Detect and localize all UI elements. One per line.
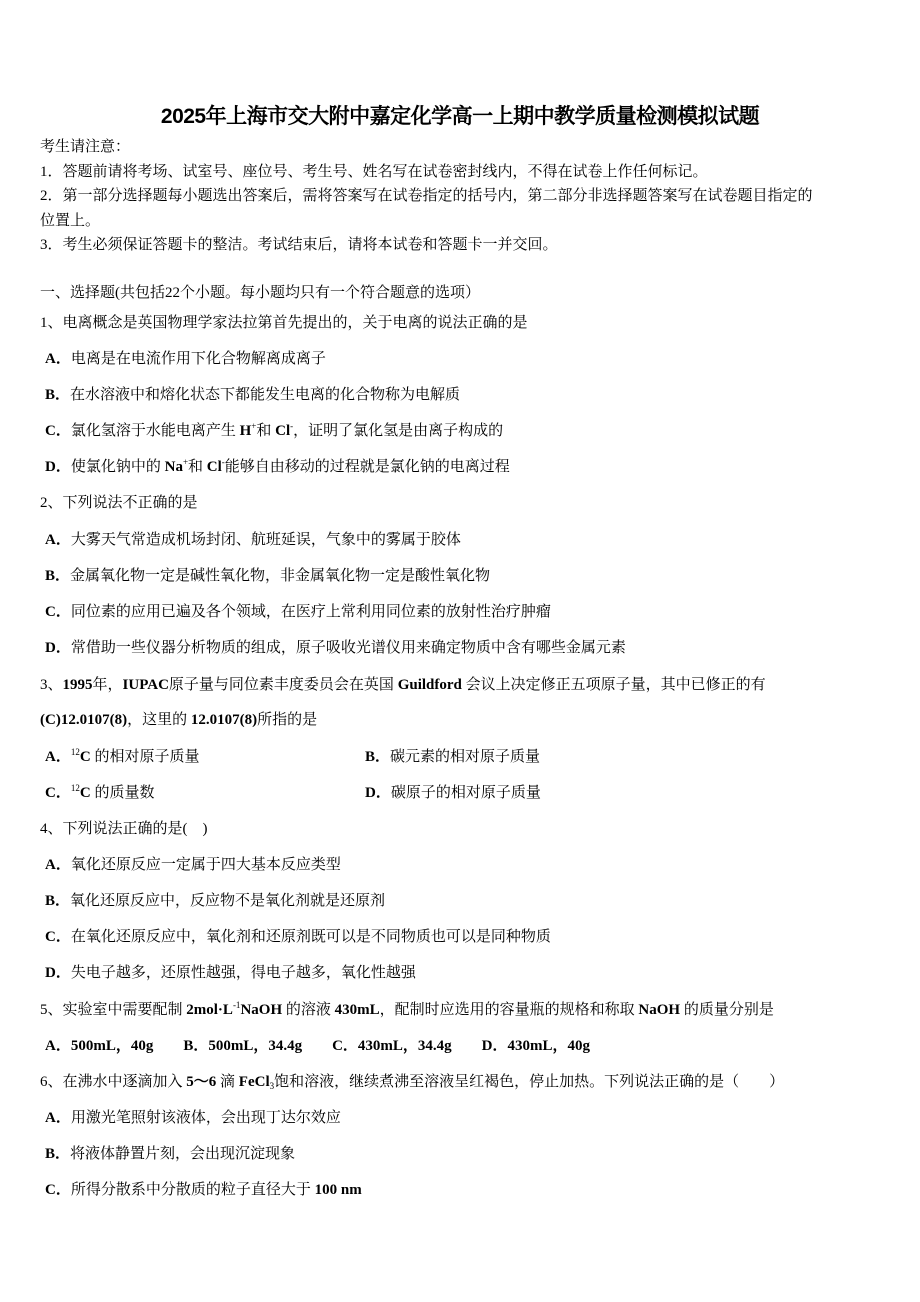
superscript: - xyxy=(290,421,294,431)
question-stem xyxy=(40,1000,774,1020)
answer-option xyxy=(365,747,540,767)
text-segment: D． xyxy=(45,965,71,981)
text-segment: D． xyxy=(45,459,71,475)
answer-option xyxy=(45,1180,362,1200)
answer-option xyxy=(45,1144,295,1164)
answer-option xyxy=(45,602,551,622)
instruction-line xyxy=(40,162,708,182)
text-segment: NaOH xyxy=(240,1002,283,1018)
text-segment: B． xyxy=(365,749,391,765)
text-segment: 的溶液 xyxy=(282,1002,335,1018)
answer-option xyxy=(45,1036,590,1056)
text-segment: 将液体静置片刻，会出现沉淀现象 xyxy=(70,1146,296,1162)
text-segment: 原子量与同位素丰度委员会在英国 xyxy=(168,677,398,693)
text-segment: (C)12.0107(8) xyxy=(40,712,128,728)
question-stem xyxy=(40,1072,784,1092)
text-segment: B． xyxy=(45,1146,71,1162)
text-segment: 2、下列说法不正确的是 xyxy=(40,495,198,511)
text-segment: 氯化氢溶于水能电离产生 xyxy=(70,423,240,439)
text-segment: 100 nm xyxy=(314,1182,362,1198)
text-segment: A．500mL，40g B．500mL，34.4g C．430mL，34.4g D．430mL，40g xyxy=(45,1038,591,1054)
text-segment: C． xyxy=(45,423,71,439)
answer-option xyxy=(45,747,199,767)
text-segment: 4、下列说法正确的是( ) xyxy=(40,821,208,837)
text-segment: 3．考生必须保证答题卡的整洁。考试结束后，请将本试卷和答题卡一并交回。 xyxy=(40,237,558,253)
answer-option xyxy=(45,421,503,441)
question-stem xyxy=(40,493,198,513)
text-segment: 12.0107(8) xyxy=(190,712,258,728)
text-segment: 常借助一些仪器分析物质的组成，原子吸收光谱仪用来确定物质中含有哪些金属元素 xyxy=(70,640,626,656)
superscript: + xyxy=(182,457,189,467)
section-heading xyxy=(40,283,480,303)
text-segment: 5～6 xyxy=(186,1074,217,1090)
superscript: -1 xyxy=(232,1000,241,1010)
text-segment: D． xyxy=(365,785,391,801)
text-segment: 失电子越多，还原性越强，得电子越多，氧化性越强 xyxy=(70,965,416,981)
text-segment: A． xyxy=(45,749,71,765)
text-segment: 1、电离概念是英国物理学家法拉第首先提出的，关于电离的说法正确的是 xyxy=(40,315,528,331)
text-segment: C． xyxy=(45,1182,71,1198)
document-title: 2025年上海市交大附中嘉定化学高一上期中教学质量检测模拟试题 xyxy=(160,105,760,128)
answer-option xyxy=(45,891,385,911)
text-segment: 2mol·L xyxy=(186,1002,233,1018)
superscript: 12 xyxy=(70,747,80,757)
text-segment: B． xyxy=(45,387,71,403)
text-segment: H xyxy=(239,423,252,439)
answer-option xyxy=(45,927,551,947)
text-segment: 大雾天气常造成机场封闭、航班延误，气象中的雾属于胶体 xyxy=(70,532,461,548)
answer-option xyxy=(45,638,626,658)
text-segment: 碳原子的相对原子质量 xyxy=(390,785,541,801)
text-segment: 电离是在电流作用下化合物解离成离子 xyxy=(70,351,326,367)
text-segment: B． xyxy=(45,893,71,909)
text-segment: A． xyxy=(45,351,71,367)
text-segment: C． xyxy=(45,929,71,945)
instruction-line xyxy=(40,186,813,206)
instruction-line xyxy=(40,137,130,157)
answer-option xyxy=(45,457,510,477)
text-segment: Cl xyxy=(206,459,222,475)
text-segment: 2．第一部分选择题每小题选出答案后，需将答案写在试卷指定的括号内，第二部分非选择题答案写在试卷题目指定的 xyxy=(40,188,813,204)
text-segment: ，证明了氯化氢是由离子构成的 xyxy=(293,423,504,439)
superscript: - xyxy=(221,457,225,467)
text-segment: B． xyxy=(45,568,71,584)
text-segment: 一、选择题(共包括22个小题。每小题均只有一个符合题意的选项） xyxy=(40,285,480,301)
instruction-line xyxy=(40,235,558,255)
answer-option xyxy=(45,1108,341,1128)
text-segment: 3、 xyxy=(40,677,63,693)
text-segment: 氧化还原反应中，反应物不是氧化剂就是还原剂 xyxy=(70,893,386,909)
answer-option xyxy=(45,530,461,550)
answer-option xyxy=(45,855,341,875)
text-segment: FeCl xyxy=(238,1074,270,1090)
text-segment: A． xyxy=(45,1110,71,1126)
text-segment: 位置上。 xyxy=(40,213,101,229)
text-segment: 能够自由移动的过程就是氯化钠的电离过程 xyxy=(224,459,510,475)
question-stem xyxy=(40,710,317,730)
answer-option xyxy=(45,349,326,369)
text-segment: Guildford xyxy=(397,677,462,693)
text-segment: C． xyxy=(45,604,71,620)
text-segment: 饱和溶液，继续煮沸至溶液呈红褐色，停止加热。下列说法正确的是（ ） xyxy=(274,1074,785,1090)
text-segment: Cl xyxy=(275,423,291,439)
text-segment: 金属氧化物一定是碱性氧化物，非金属氧化物一定是酸性氧化物 xyxy=(70,568,491,584)
text-segment: 滴 xyxy=(216,1074,239,1090)
answer-option xyxy=(45,566,490,586)
text-segment: A． xyxy=(45,532,71,548)
text-segment: 的相对原子质量 xyxy=(90,749,200,765)
text-segment: 氧化还原反应一定属于四大基本反应类型 xyxy=(70,857,341,873)
text-segment: 会议上决定修正五项原子量，其中已修正的有 xyxy=(461,677,766,693)
text-segment: 和 xyxy=(256,423,276,439)
superscript: + xyxy=(251,421,257,431)
text-segment: ，这里的 xyxy=(127,712,191,728)
text-segment: 和 xyxy=(188,459,207,475)
text-segment: C． xyxy=(45,785,71,801)
question-stem xyxy=(40,675,766,695)
superscript: 12 xyxy=(70,783,80,793)
text-segment: 所指的是 xyxy=(257,712,318,728)
text-segment: 5、实验室中需要配制 xyxy=(40,1002,187,1018)
text-segment: NaOH xyxy=(638,1002,681,1018)
instruction-line xyxy=(40,211,100,231)
text-segment: 在氧化还原反应中，氧化剂和还原剂既可以是不同物质也可以是同种物质 xyxy=(70,929,551,945)
text-segment: D． xyxy=(45,640,71,656)
text-segment: 的质量分别是 xyxy=(680,1002,774,1018)
text-segment: 1995 xyxy=(62,677,93,693)
text-segment: 在水溶液中和熔化状态下都能发生电离的化合物称为电解质 xyxy=(70,387,461,403)
text-segment: 430mL xyxy=(334,1002,380,1018)
text-segment: 所得分散系中分散质的粒子直径大于 xyxy=(70,1182,315,1198)
question-stem xyxy=(40,313,528,333)
text-segment: Na xyxy=(164,459,183,475)
text-segment: 用激光笔照射该液体，会出现丁达尔效应 xyxy=(70,1110,341,1126)
text-segment: 考生请注意： xyxy=(40,139,131,155)
text-segment: 碳元素的相对原子质量 xyxy=(390,749,541,765)
text-segment: C xyxy=(79,749,91,765)
text-segment: 使氯化钠中的 xyxy=(70,459,165,475)
text-segment: 的质量数 xyxy=(90,785,155,801)
answer-option xyxy=(365,783,541,803)
text-segment: 1．答题前请将考场、试室号、座位号、考生号、姓名写在试卷密封线内，不得在试卷上作任何标记。 xyxy=(40,164,708,180)
text-segment: 同位素的应用已遍及各个领域，在医疗上常利用同位素的放射性治疗肿瘤 xyxy=(70,604,551,620)
answer-option xyxy=(45,963,416,983)
text-segment: IUPAC xyxy=(122,677,169,693)
text-segment: A． xyxy=(45,857,71,873)
text-segment: ，配制时应选用的容量瓶的规格和称取 xyxy=(379,1002,639,1018)
question-stem xyxy=(40,819,208,839)
subscript: 3 xyxy=(269,1081,275,1091)
text-segment: C xyxy=(79,785,91,801)
text-segment: 6、在沸水中逐滴加入 xyxy=(40,1074,187,1090)
answer-option xyxy=(45,783,154,803)
text-segment: 年， xyxy=(92,677,123,693)
answer-option xyxy=(45,385,460,405)
